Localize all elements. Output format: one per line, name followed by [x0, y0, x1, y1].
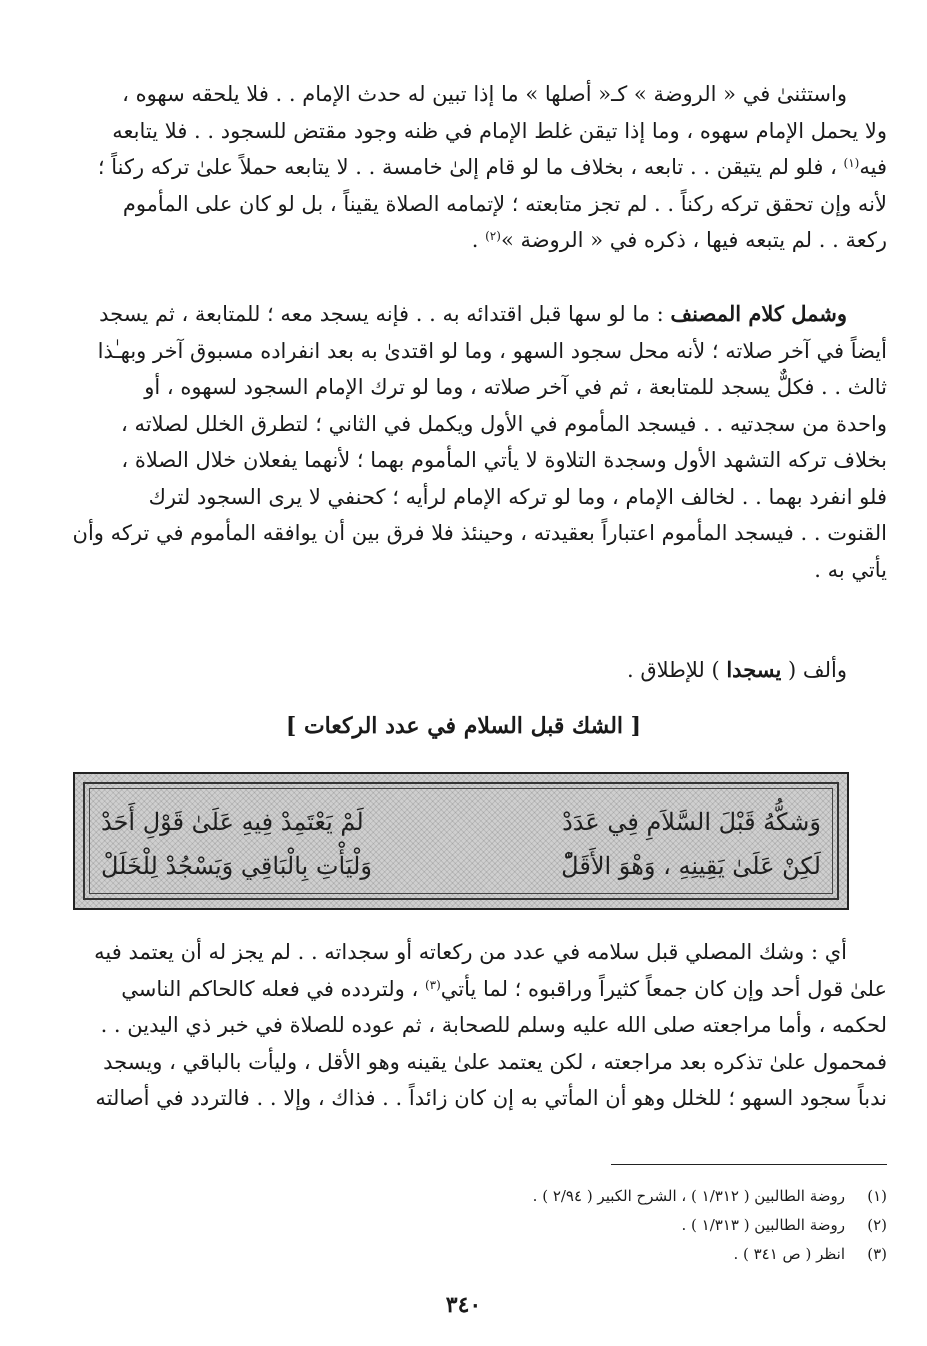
paragraph-3-pre: وألف ( [781, 658, 847, 682]
footnote-ref-3: (٣) [424, 977, 441, 992]
verse-frame [73, 772, 849, 910]
footnote-number: (٣) [867, 1245, 887, 1263]
paragraph-4-line-2-rest: ، ولتردده في فعله كالحاكم الناسي [121, 976, 425, 1001]
verse-row-1 [101, 800, 821, 844]
paragraph-4-line-5: ندباً سجود السهو ؛ للخلل وهو أن المأتي به إن كان زائداً . . فذاك ، وإلا . . فالتردد في أصالته [95, 1086, 887, 1110]
footnote-2 [40, 1211, 887, 1240]
paragraph-1-line-3-rest: ، فلو لم يتيقن . . تابعه ، بخلاف ما لو قام إلىٰ خامسة . . لا يتابعه حملاً علىٰ تركه ركناً ؛ [97, 155, 844, 179]
paragraph-2 [40, 296, 887, 588]
paragraph-2-line-1-rest: : ما لو سها قبل اقتدائه به . . فإنه يسجد معه ؛ للمتابعة ، ثم يسجد [99, 302, 671, 326]
footnote-text: روضة الطالبين ( ١/٣١٢ ) ، الشرح الكبير ( ٢/٩٤ ) . [532, 1187, 845, 1205]
paragraph-1-line-2: ولا يحمل الإمام سهوه ، وما إذا تيقن غلط الإمام في ظنه وجود مقتض للسجود . . فلا يتابعه [112, 118, 887, 143]
verse-1-first-hemistich: وَشكُّهُ قَبْلَ السَّلاَمِ فِي عَدَدْ [562, 808, 821, 836]
footnote-ref-2: (٢) [485, 229, 501, 243]
paragraph-4-line-4: فمحمول علىٰ تذكره بعد مراجعته ، لكن يعتمد علىٰ يقينه وهو الأقل ، وليأت بالباقي ، ويسجد [103, 1049, 887, 1074]
paragraph-3-post: ) للإطلاق . [626, 658, 727, 682]
paragraph-1-line-3 [40, 149, 887, 186]
paragraph-2-line-5: بخلاف تركه التشهد الأول وسجدة التلاوة لا يأتي المأموم بهما ؛ لأنهما يفعلان خلال الصلاة ، [121, 448, 887, 472]
paragraph-1 [40, 76, 887, 259]
verse-1-second-hemistich: لَمْ يَعْتَمِدْ فِيهِ عَلَىٰ قَوْلِ أَحَدْ [101, 808, 364, 836]
footnote-text: انظر ( ص ٣٤١ ) . [733, 1245, 845, 1263]
paragraph-2-line-8: يأتي به . [814, 557, 887, 582]
paragraph-1-line-1: واستثنىٰ في « الروضة » كـ« أصلها » ما إذا تبين له حدث الإمام . . فلا يلحقه سهوه ، [122, 82, 847, 106]
paragraph-1-line-5 [40, 222, 887, 259]
paragraph-2-line-3: ثالث . . فكلٌّ يسجد للمتابعة ، ثم في آخر صلاته ، وما لو ترك الإمام السجود لسهوه ، أو [144, 375, 887, 399]
footnotes [40, 1182, 887, 1269]
paragraph-3 [40, 652, 887, 689]
verse-2-second-hemistich: وَلْيَأْتِ بِالْبَاقِي وَيَسْجُدْ لِلْخَلَلْ [101, 852, 372, 880]
paragraph-2-line-4: واحدة من سجدتيه . . فيسجد المأموم في الأول ويكمل في الثاني ؛ لتطرق الخلل لصلاته ، [121, 411, 887, 436]
paragraph-1-line-5-end: . [471, 228, 486, 252]
paragraph-4-line-1: أي : وشك المصلي قبل سلامه في عدد من ركعاته أو سجداته . . لم يجز له أن يعتمد فيه [94, 940, 847, 964]
paragraph-4 [40, 934, 887, 1117]
paragraph-2-line-6: فلو انفرد بهما . . لخالف الإمام ، وما لو تركه الإمام لرأيه ؛ كحنفي لا يرى السجود لترك [148, 484, 887, 509]
footnote-3 [40, 1240, 887, 1269]
paragraph-2-lead: وشمل كلام المصنف [670, 301, 847, 326]
paragraph-4-line-2-start: علىٰ قول أحد وإن كان جمعاً كثيراً وراقبوه ؛ لما يأتي [440, 976, 887, 1001]
paragraph-1-line-3-start: فيه [859, 155, 887, 179]
footnote-number: (٢) [867, 1216, 887, 1234]
paragraph-2-line-7: القنوت . . فيسجد المأموم اعتباراً بعقيدته ، وحينئذ فلا فرق بين أن يوافقه المأموم في تركه وأن [72, 521, 887, 545]
footnote-ref-1: (١) [843, 156, 860, 170]
paragraph-4-line-2 [40, 971, 887, 1008]
paragraph-3-line-1 [40, 652, 887, 689]
page-number: ٣٤٠ [445, 1292, 482, 1318]
paragraph-4-line-3: لحكمه ، وأما مراجعته صلى الله عليه وسلم للصحابة ، ثم عوده للصلاة في خبر ذي اليدين . . [100, 1013, 887, 1037]
verse-2-first-hemistich: لَكِنْ عَلَىٰ يَقِينِهِ ، وَهْوَ الأَقَلّْ [561, 852, 821, 880]
footnote-text: روضة الطالبين ( ١/٣١٣ ) . [681, 1216, 845, 1234]
footnote-separator [611, 1164, 887, 1165]
paragraph-1-line-5-start: ركعة . . لم يتبعه فيها ، ذكره في « الروضة » [500, 228, 887, 252]
paragraph-2-line-1 [40, 296, 887, 333]
section-heading: [ الشك قبل السلام في عدد الركعات ] [285, 713, 642, 739]
footnote-number: (١) [867, 1187, 887, 1205]
paragraph-2-line-2: أيضاً في آخر صلاته ؛ لأنه محل سجود السهو ، وما لو اقتدىٰ به بعد انفراده مسبوق آخر وبهـٰذا [97, 338, 887, 363]
verse-row-2 [101, 844, 821, 888]
paragraph-3-keyword: يسجدا [726, 657, 782, 682]
footnote-1 [40, 1182, 887, 1211]
paragraph-1-line-4: لأنه وإن تحقق تركه ركناً . . لم تجز متابعته ؛ لإتمامه الصلاة يقيناً ، بل لو كان على المأموم [122, 191, 887, 216]
